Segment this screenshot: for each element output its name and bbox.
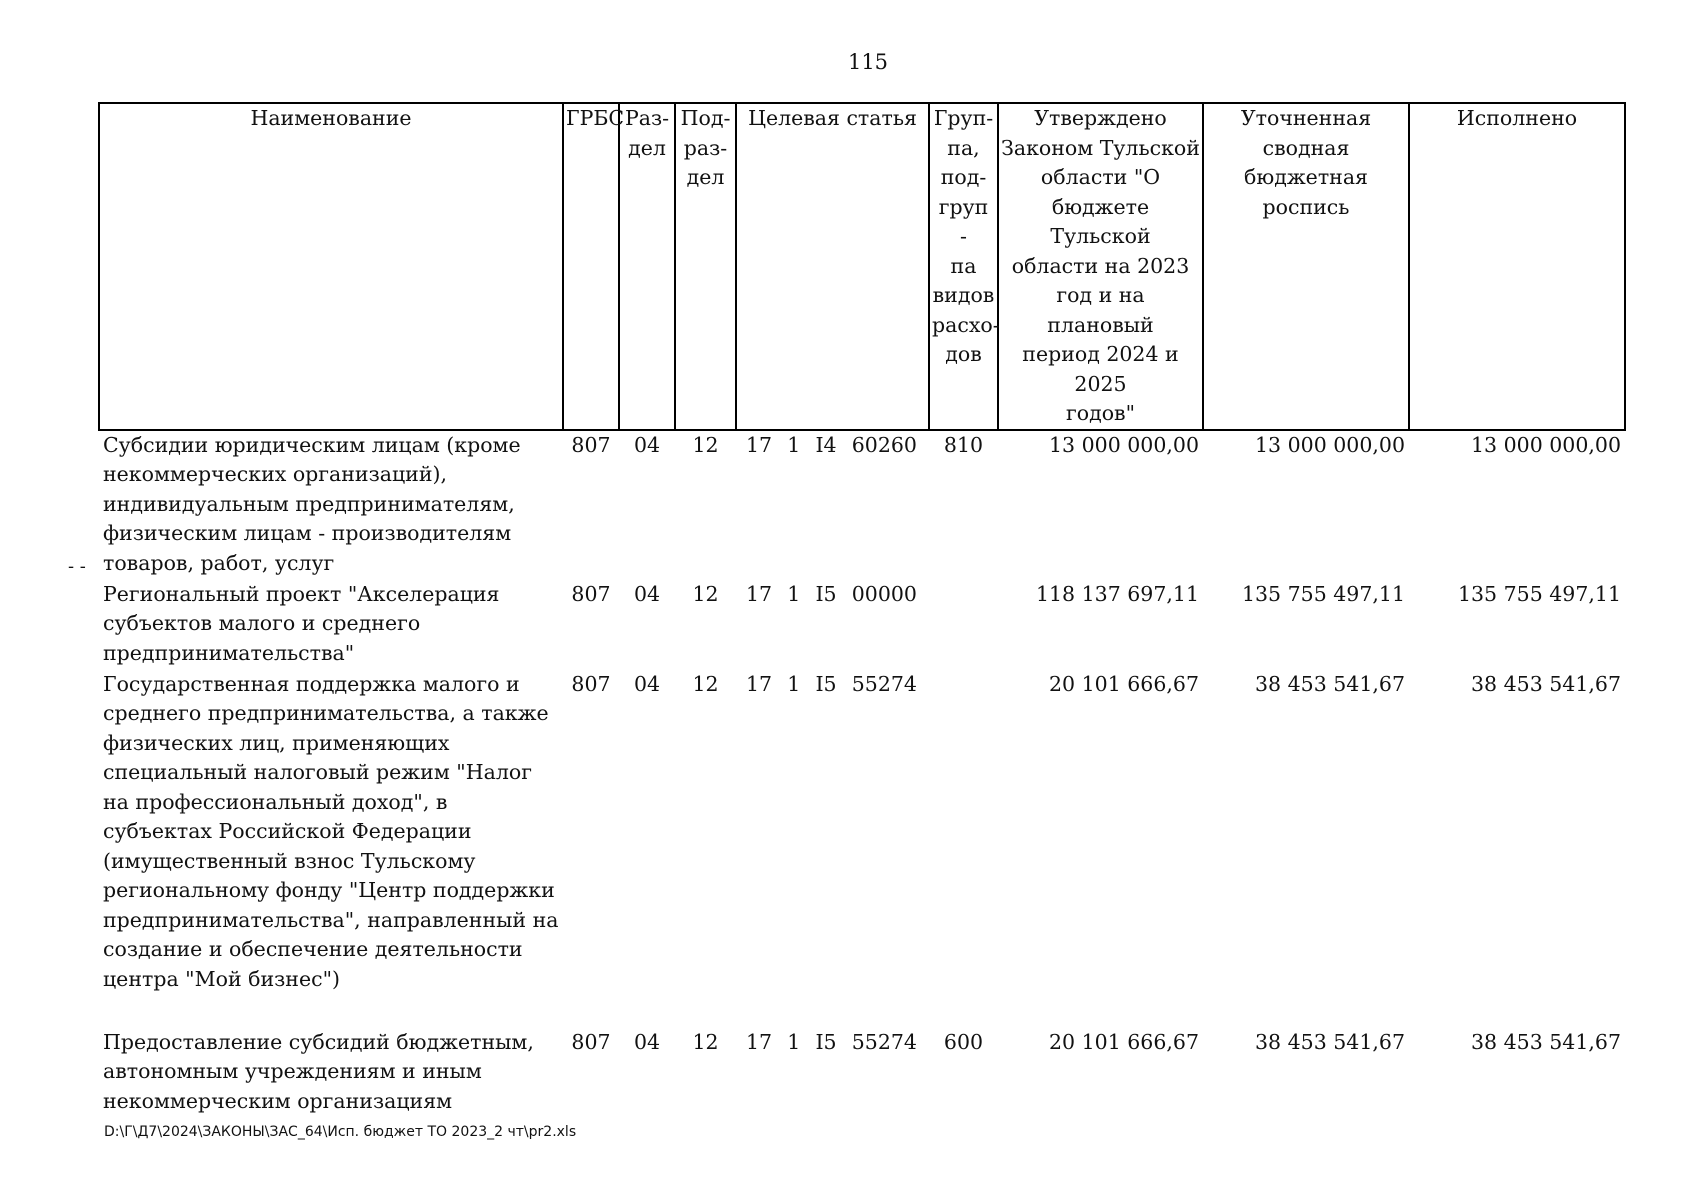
row-name: Региональный проект "Акселерация субъектов малого и среднего предпринимательства" <box>103 581 500 665</box>
target-direction: 55274 <box>851 1029 917 1054</box>
target-project: I5 <box>815 1029 837 1054</box>
row-refined: 135 755 497,11 <box>1241 581 1405 606</box>
row-executed: 38 453 541,67 <box>1471 1029 1621 1054</box>
table-row <box>99 430 1625 580</box>
table-row <box>99 580 1625 670</box>
target-subprogram: 1 <box>787 671 801 696</box>
header-podrazdel: Под- раз- дел <box>675 103 736 430</box>
row-razdel: 04 <box>633 671 661 696</box>
target-direction: 60260 <box>851 432 917 457</box>
row-target-article <box>736 670 929 1028</box>
row-group: 600 <box>943 1029 984 1054</box>
page-number: 115 <box>847 50 889 74</box>
target-program: 17 <box>746 1029 773 1054</box>
row-grbs: 807 <box>571 581 611 606</box>
row-group: 810 <box>943 432 984 457</box>
row-approved: 13 000 000,00 <box>1049 432 1199 457</box>
row-grbs: 807 <box>571 1029 611 1054</box>
row-podrazdel: 12 <box>692 671 719 696</box>
row-podrazdel: 12 <box>692 1029 719 1054</box>
target-program: 17 <box>746 581 773 606</box>
header-refined: Уточненная сводная бюджетная роспись <box>1203 103 1409 430</box>
row-name: Предоставление субсидий бюджетным, автономным учреждениям и иным некоммерческим организациям <box>103 1029 534 1113</box>
target-program: 17 <box>746 671 773 696</box>
row-target-article <box>736 430 929 580</box>
row-executed: 135 755 497,11 <box>1457 581 1621 606</box>
target-program: 17 <box>746 432 773 457</box>
header-razdel: Раз- дел <box>619 103 675 430</box>
row-executed: 38 453 541,67 <box>1471 671 1621 696</box>
row-razdel: 04 <box>633 581 661 606</box>
table-row <box>99 670 1625 1028</box>
target-direction: 55274 <box>851 671 917 696</box>
row-refined: 38 453 541,67 <box>1255 1029 1405 1054</box>
target-subprogram: 1 <box>787 581 801 606</box>
row-group <box>929 580 998 670</box>
row-razdel: 04 <box>633 1029 661 1054</box>
row-podrazdel: 12 <box>692 432 719 457</box>
table-row <box>99 1028 1625 1118</box>
table-header-row <box>99 103 1625 430</box>
file-path-footer: D:\Г\Д7\2024\ЗАКОНЫ\ЗАС_64\Исп. бюджет ТО 2023_2 чт\pr2.xls <box>104 1124 577 1140</box>
header-name: Наименование <box>99 103 563 430</box>
target-subprogram: 1 <box>787 1029 801 1054</box>
margin-mark: - - <box>68 556 86 577</box>
target-project: I5 <box>815 581 837 606</box>
row-name: Государственная поддержка малого и среднего предпринимательства, а также физических лиц, применяющих специальный налоговый режим "Налог на профессиональный доход", в субъектах Российской Федерации (имущественный взнос Тульскому региональному фонду "Центр поддержки предпринимательства", направленный на создание и обеспечение деятельности центра "Мой бизнес") <box>103 671 559 991</box>
target-project: I5 <box>815 671 837 696</box>
header-approved: Утверждено Законом Тульской области "О бюджете Тульской области на 2023 год и на плановый период 2024 и 2025 годов" <box>998 103 1203 430</box>
target-direction: 00000 <box>851 581 917 606</box>
row-podrazdel: 12 <box>692 581 719 606</box>
budget-table <box>98 102 1626 1118</box>
row-refined: 13 000 000,00 <box>1255 432 1405 457</box>
row-grbs: 807 <box>571 671 611 696</box>
row-target-article <box>736 580 929 670</box>
row-refined: 38 453 541,67 <box>1255 671 1405 696</box>
header-grbs: ГРБС <box>563 103 619 430</box>
row-target-article <box>736 1028 929 1118</box>
row-group <box>929 670 998 1028</box>
header-expense-group: Груп- па, под- груп - па видов расхо- дов <box>929 103 998 430</box>
row-grbs: 807 <box>571 432 611 457</box>
target-project: I4 <box>815 432 837 457</box>
row-razdel: 04 <box>633 432 661 457</box>
row-name: Субсидии юридическим лицам (кроме некоммерческих организаций), индивидуальным предпринимателям, физическим лицам - производителям товаров, работ, услуг <box>103 432 521 575</box>
row-approved: 20 101 666,67 <box>1049 671 1199 696</box>
row-approved: 20 101 666,67 <box>1049 1029 1199 1054</box>
header-target-article: Целевая статья <box>736 103 929 430</box>
target-subprogram: 1 <box>787 432 801 457</box>
row-executed: 13 000 000,00 <box>1471 432 1621 457</box>
header-executed: Исполнено <box>1409 103 1625 430</box>
row-approved: 118 137 697,11 <box>1035 581 1199 606</box>
